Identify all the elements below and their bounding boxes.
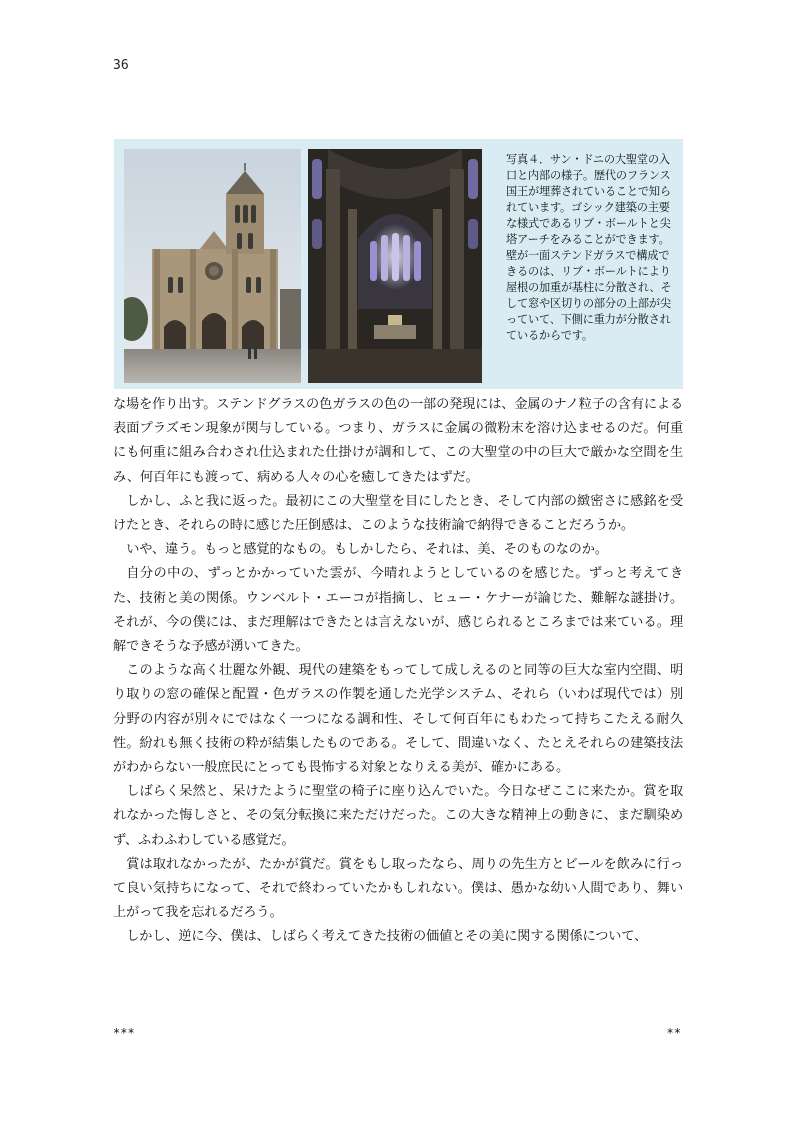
- paragraph: 賞は取れなかったが、たかが賞だ。賞をもし取ったなら、周りの先生方とビールを飲みに行って良い気持ちになって、それで終わっていたかもしれない。僕は、愚かな幼い人間であり、舞い上がって我を忘れるだろう。: [113, 856, 683, 921]
- page-number: 36: [113, 58, 129, 73]
- paragraph: しかし、逆に今、僕は、しばらく考えてきた技術の価値とその美に関する関係について、: [126, 929, 648, 945]
- paragraph: しかし、ふと我に返った。最初にこの大聖堂を目にしたとき、そして内部の緻密さに感銘を受けたとき、それらの時に感じた圧倒感は、このような技術論で納得できることだろうか。: [113, 493, 683, 534]
- cathedral-interior-photo: [308, 149, 482, 383]
- footer-right-mark: **: [666, 1026, 681, 1040]
- figure-caption: 写真４．サン・ドニの大聖堂の入口と内部の様子。歴代のフランス国王が埋葬されていることで知られています。ゴシック建築の主要な様式であるリブ・ボールトと尖塔アーチをみることができます。壁が一面ステンドガラスで構成できるのは、リブ・ボールトにより屋根の加重が基柱に分散され、そして窓や区切りの部分の上部が尖っていて、下側に重力が分散されているからです。: [506, 153, 672, 342]
- paragraph: このような高く壮麗な外観、現代の建築をもってして成しえるのと同等の巨大な室内空間、明り取りの窓の確保と配置・色ガラスの作製を通した光学システム、それら（いわば現代では）別分野の内容が別々にではなく一つになる調和性、そして何百年にもわたって持ちこたえる耐久性。紛れも無く技術の粋が結集したものである。そして、間違いなく、たとえそれらの建築技法がわからない一般庶民にとっても畏怖する対象となりえる美が、確かにある。: [113, 663, 683, 776]
- footer-left-mark: ***: [113, 1026, 135, 1040]
- paragraph: しばらく呆然と、呆けたように聖堂の椅子に座り込んでいた。今日なぜここに来たか。賞を取れなかった悔しさと、その気分転換に来ただけだった。この大きな精神上の動きに、まだ馴染めず、ふわふわしている感覚だ。: [113, 784, 683, 848]
- cathedral-exterior-photo: [124, 149, 301, 383]
- figure-box: [114, 139, 683, 389]
- paragraph: な場を作り出す。ステンドグラスの色ガラスの色の一部の発現には、金属のナノ粒子の含有による表面プラズモン現象が関与している。つまり、ガラスに金属の微粉末を溶け込ませるのだ。何重にも何重に組み合わされ仕込まれた仕掛けが調和して、この大聖堂の中の巨大で厳かな空間を生み、何百年にも渡って、病める人々の心を癒してきたはずだ。: [113, 397, 683, 485]
- paragraph: いや、違う。もっと感覚的なもの。もしかしたら、それは、美、そのものなのか。: [126, 542, 608, 558]
- paragraph: 自分の中の、ずっとかかっていた雲が、今晴れようとしているのを感じた。ずっと考えてきた、技術と美の関係。ウンベルト・エーコが指摘し、ヒュー・ケナーが論じた、難解な謎掛け。それが、今の僕には、まだ理解はできたとは言えないが、感じられるところまでは来ている。理解できそうな予感が湧いてきた。: [113, 566, 683, 655]
- body-text: [113, 393, 683, 950]
